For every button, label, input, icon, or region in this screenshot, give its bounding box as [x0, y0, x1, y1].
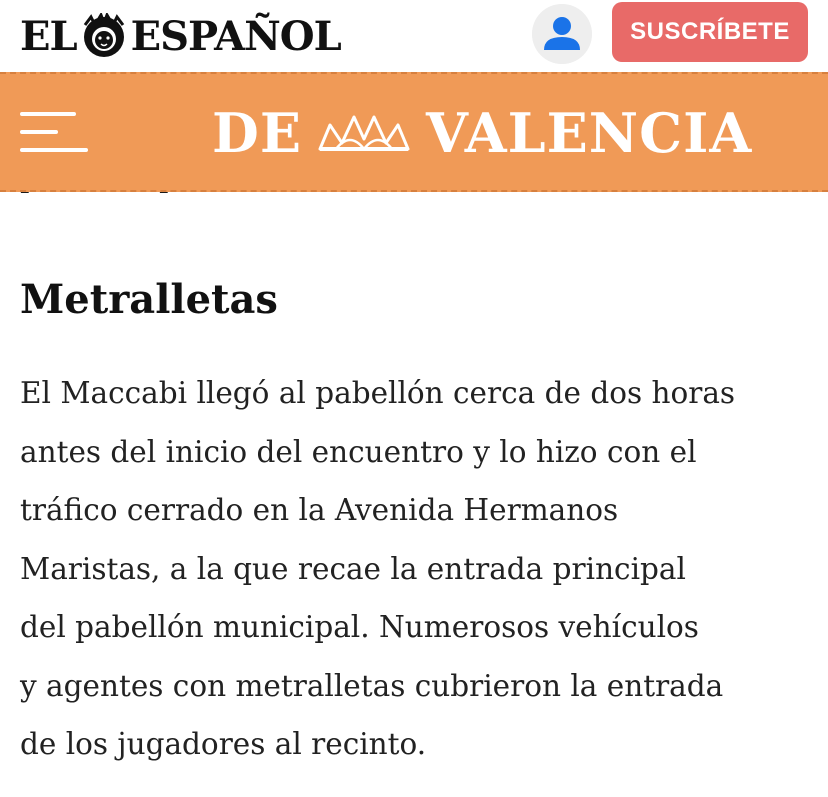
- section-bar: [0, 72, 828, 192]
- paragraph-line: de los jugadores al recinto.: [20, 727, 427, 761]
- logo-text-el: EL: [20, 12, 77, 60]
- user-avatar-button[interactable]: [532, 4, 592, 64]
- paragraph-line: del pabellón municipal. Numerosos vehículos: [20, 610, 699, 644]
- hamburger-menu-icon[interactable]: [20, 110, 92, 158]
- section-title[interactable]: [212, 96, 752, 170]
- paragraph-line: y agentes con metralletas cubrieron la entrada: [20, 668, 724, 703]
- paragraph-line: tráfico cerrado en la Avenida Hermanos: [20, 493, 619, 527]
- user-avatar-icon: [532, 4, 592, 64]
- lion-head-icon: [79, 13, 129, 59]
- site-logo[interactable]: [20, 12, 341, 60]
- section-title-valencia: VALENCIA: [426, 101, 753, 165]
- logo-text-espanol: ESPAÑOL: [130, 12, 341, 60]
- crown-icon: [316, 108, 412, 158]
- article-subheading: Metralletas: [20, 276, 278, 323]
- paragraph-line: antes del inicio del encuentro y lo hizo con el: [20, 434, 697, 469]
- top-header: [0, 0, 828, 72]
- subscribe-button[interactable]: SUSCRÍBETE: [612, 2, 808, 62]
- paragraph-line: El Maccabi llegó al pabellón cerca de dos horas: [20, 376, 736, 410]
- section-title-de: DE: [212, 101, 302, 165]
- article-paragraph: [20, 364, 820, 774]
- paragraph-line: Maristas, a la que recae la entrada principal: [20, 551, 686, 586]
